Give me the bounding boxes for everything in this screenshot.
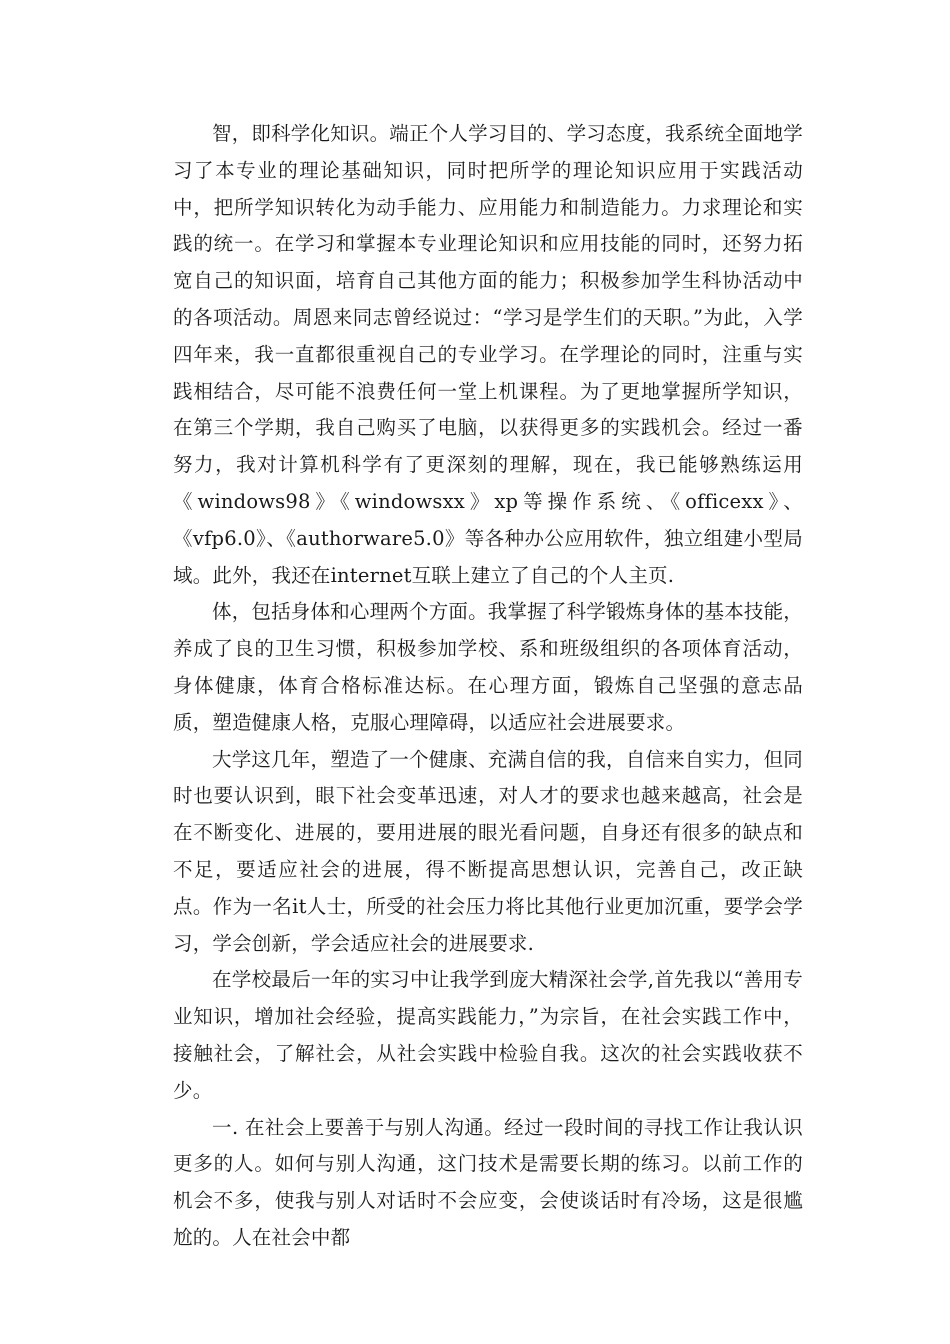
paragraph-communication: 一. 在社会上要善于与别人沟通。经过一段时间的寻找工作让我认识更多的人。如何与别人沟通，这门技术是需要长期的练习。以前工作的机会不多，使我与别人对话时不会应变，会使谈话时有冷场，这是很尴尬的。人在社会中都 (173, 1115, 803, 1249)
paragraph-university-years: 大学这几年，塑造了一个健康、充满自信的我，自信来自实力，但同时也要认识到，眼下社会变革迅速，对人才的要求也越来越高，社会是在不断变化、进展的，要用进展的眼光看问题，自身还有很多的缺点和不足，要适应社会的进展，得不断提高思想认识，完善自己，改正缺点。作为一名it人士，所受的社会压力将比其他行业更加沉重，要学会学习，学会创新，学会适应社会的进展要求. (173, 747, 804, 955)
paragraph-intellect: 智，即科学化知识。端正个人学习目的、学习态度，我系统全面地学习了本专业的理论基础知识，同时把所学的理论知识应用于实践活动中，把所学知识转化为动手能力、应用能力和制造能力。力求理论和实践的统一。在学习和掌握本专业理论知识和应用技能的同时，还努力拓宽自己的知识面，培育自己其他方面的能力；积极参加学生科协活动中的各项活动。周恩来同志曾经说过：“学习是学生们的天职。”为此，入学四年来，我一直都很重视自己的专业学习。在学理论的同时，注重与实践相结合，尽可能不浪费任何一堂上机课程。为了更地掌握所学知识，在第三个学期，我自己购买了电脑，以获得更多的实践机会。经过一番努力，我对计算机科学有了更深刻的理解，现在，我已能够熟练运用《windows98》《windowsxx》xp等操作系统、《officexx》、《vfp6.0》、《authorware5.0》等各种办公应用软件，独立组建小型局域。此外，我还在internet互联上建立了自己的个人主页. (173, 122, 804, 587)
paragraph-internship: 在学校最后一年的实习中让我学到庞大精深社会学,首先我以“善用专业知识，增加社会经验，提高实践能力，”为宗旨，在社会实践工作中，接触社会，了解社会，从社会实践中检验自我。这次的社会实践收获不少。 (173, 968, 803, 1102)
paragraph-physical: 体，包括身体和心理两个方面。我掌握了科学锻炼身体的基本技能，养成了良的卫生习惯，积极参加学校、系和班级组织的各项体育活动，身体健康，体育合格标准达标。在心理方面，锻炼自己坚强的意志品质，塑造健康人格，克服心理障碍，以适应社会进展要求。 (173, 600, 804, 734)
document-body (173, 116, 803, 1257)
